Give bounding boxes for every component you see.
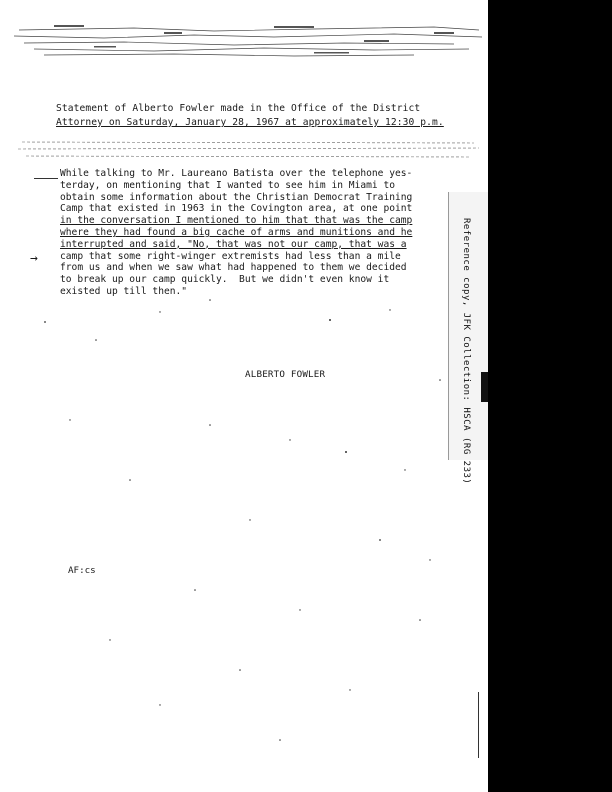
body-line-11: existed up till then." (60, 285, 188, 297)
typist-initials: AF:cs (68, 565, 96, 576)
heading-line-1: Statement of Alberto Fowler made in the Office of the District (56, 103, 421, 114)
scan-noise-middle (14, 136, 484, 162)
body-line-6: where they had found a big cache of arms and munitions and he (60, 226, 413, 238)
signature-name: ALBERTO FOWLER (245, 369, 326, 380)
statement-heading (56, 102, 466, 130)
body-line-1: While talking to Mr. Laureano Batista over the telephone yes- (60, 168, 413, 179)
body-line-8: camp that some right-winger extremists had less than a mile (60, 250, 401, 262)
body-line-5: in the conversation I mentioned to him that that was the camp (60, 215, 413, 227)
scan-noise-top (14, 22, 484, 62)
archive-stamp-text: Reference copy, JFK Collection: HSCA (RG 233) (461, 218, 471, 485)
margin-underline (34, 178, 58, 179)
statement-body (60, 168, 440, 298)
body-line-3: obtain some information about the Christian Democrat Training (60, 191, 413, 203)
heading-line-2: Attorney on Saturday, January 28, 1967 at approximately 12:30 p.m. (56, 117, 444, 128)
body-line-9: from us and when we saw what had happened to them we decided (60, 262, 407, 274)
body-line-7: interrupted and said, "No, that was not our camp, that was a (60, 238, 407, 250)
body-line-4: Camp that existed in 1963 in the Covington area, at one point (60, 203, 413, 215)
scan-black-edge (488, 0, 612, 792)
right-edge-mark (478, 692, 479, 758)
margin-arrow-icon: → (30, 251, 38, 266)
body-line-10: to break up our camp quickly. But we didn't even know it (60, 274, 390, 286)
archive-stamp (448, 192, 490, 485)
body-line-2: terday, on mentioning that I wanted to see him in Miami to (60, 179, 396, 191)
